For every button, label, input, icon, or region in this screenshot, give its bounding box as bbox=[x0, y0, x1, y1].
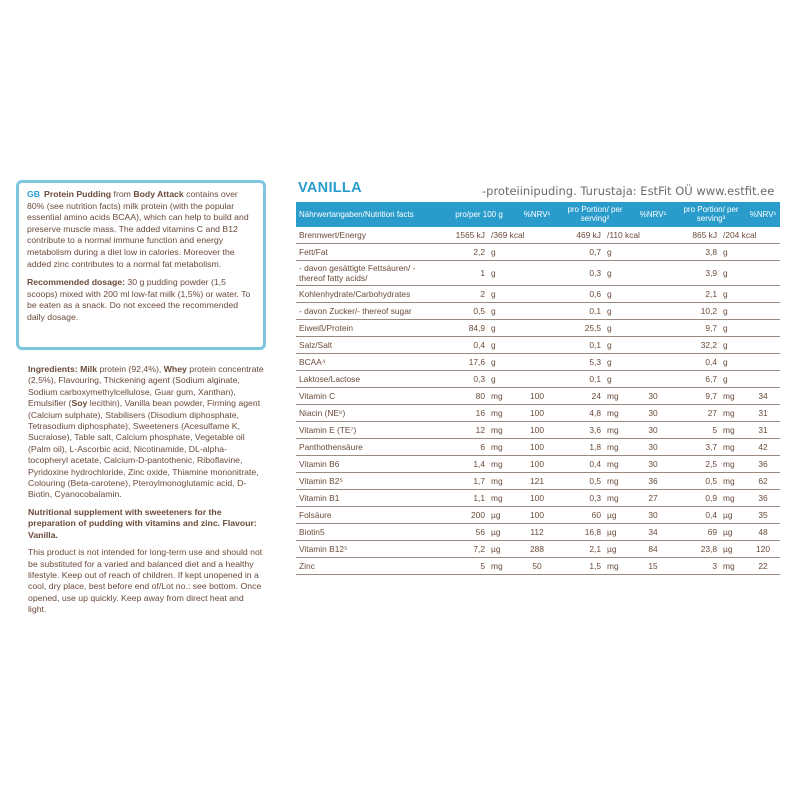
nrv-serving-2 bbox=[746, 244, 780, 261]
row-label: Vitamin B6 bbox=[296, 456, 444, 473]
value-per-100g: 12 bbox=[444, 422, 488, 439]
nrv-serving-1 bbox=[630, 354, 676, 371]
row-label: Fett/Fat bbox=[296, 244, 444, 261]
table-row bbox=[296, 507, 780, 524]
nrv-per-100g: 100 bbox=[514, 507, 560, 524]
table-row bbox=[296, 558, 780, 575]
table-row bbox=[296, 303, 780, 320]
value-serving-1: 0,1 bbox=[560, 337, 604, 354]
value-per-100g: 5 bbox=[444, 558, 488, 575]
value-per-100g: 1,1 bbox=[444, 490, 488, 507]
unit-serving-2: mg bbox=[720, 558, 746, 575]
value-per-100g: 1,7 bbox=[444, 473, 488, 490]
nrv-serving-2: 31 bbox=[746, 405, 780, 422]
value-serving-1: 25,5 bbox=[560, 320, 604, 337]
value-serving-1: 0,3 bbox=[560, 490, 604, 507]
value-per-100g: 1565 kJ bbox=[444, 227, 488, 244]
row-label: Vitamin B2⁵ bbox=[296, 473, 444, 490]
nrv-per-100g: 50 bbox=[514, 558, 560, 575]
row-label: - davon gesättigte Fettsäuren/ - thereof fatty acids/ bbox=[296, 261, 444, 286]
unit-serving-2: µg bbox=[720, 507, 746, 524]
unit-serving-2: g bbox=[720, 320, 746, 337]
unit-serving-1: g bbox=[604, 320, 630, 337]
value-serving-1: 5,3 bbox=[560, 354, 604, 371]
nrv-serving-2 bbox=[746, 303, 780, 320]
nrv-serving-2: 34 bbox=[746, 388, 780, 405]
value-serving-2: 0,4 bbox=[676, 507, 720, 524]
row-label: Vitamin B1 bbox=[296, 490, 444, 507]
unit-serving-1: g bbox=[604, 286, 630, 303]
value-serving-1: 0,7 bbox=[560, 244, 604, 261]
nrv-serving-2: 36 bbox=[746, 456, 780, 473]
unit-serving-1: µg bbox=[604, 524, 630, 541]
value-per-100g: 56 bbox=[444, 524, 488, 541]
value-serving-2: 27 bbox=[676, 405, 720, 422]
unit-per-100g: g bbox=[488, 337, 514, 354]
table-row bbox=[296, 456, 780, 473]
unit-per-100g: µg bbox=[488, 507, 514, 524]
row-label: - davon Zucker/- thereof sugar bbox=[296, 303, 444, 320]
nrv-per-100g bbox=[514, 286, 560, 303]
value-per-100g: 0,4 bbox=[444, 337, 488, 354]
nrv-serving-1 bbox=[630, 244, 676, 261]
nrv-serving-1 bbox=[630, 286, 676, 303]
row-label: Laktose/Lactose bbox=[296, 371, 444, 388]
table-row bbox=[296, 405, 780, 422]
nrv-serving-2 bbox=[746, 337, 780, 354]
nrv-serving-1: 30 bbox=[630, 507, 676, 524]
dosage-label: Recommended dosage: bbox=[27, 277, 125, 288]
value-serving-2: 865 kJ bbox=[676, 227, 720, 244]
nrv-serving-1: 34 bbox=[630, 524, 676, 541]
nrv-per-100g bbox=[514, 320, 560, 337]
row-label: Folsäure bbox=[296, 507, 444, 524]
unit-per-100g: g bbox=[488, 354, 514, 371]
row-label: Eiweiß/Protein bbox=[296, 320, 444, 337]
unit-serving-1: g bbox=[604, 354, 630, 371]
unit-serving-2: /204 kcal bbox=[720, 227, 746, 244]
value-serving-2: 0,9 bbox=[676, 490, 720, 507]
row-label: BCAA⁴ bbox=[296, 354, 444, 371]
unit-per-100g: µg bbox=[488, 541, 514, 558]
value-serving-2: 3,9 bbox=[676, 261, 720, 286]
nrv-serving-2 bbox=[746, 320, 780, 337]
nrv-per-100g: 100 bbox=[514, 439, 560, 456]
value-serving-1: 0,6 bbox=[560, 286, 604, 303]
table-row bbox=[296, 541, 780, 558]
table-row bbox=[296, 227, 780, 244]
header-nrv-2: %NRV¹ bbox=[630, 202, 676, 227]
nrv-per-100g: 112 bbox=[514, 524, 560, 541]
value-per-100g: 16 bbox=[444, 405, 488, 422]
unit-serving-2: mg bbox=[720, 422, 746, 439]
product-intro bbox=[27, 189, 255, 270]
table-row bbox=[296, 337, 780, 354]
table-row bbox=[296, 261, 780, 286]
nrv-serving-2: 48 bbox=[746, 524, 780, 541]
unit-serving-1: mg bbox=[604, 388, 630, 405]
value-per-100g: 6 bbox=[444, 439, 488, 456]
unit-per-100g: mg bbox=[488, 388, 514, 405]
table-row bbox=[296, 524, 780, 541]
ingredients-text-3: lecithin), Vanilla bean powder, Firming agent (Calcium sulphate), Stabilisers (Disodium diphosphate, Tetrasodium diphosphate), Sweeteners (Acesulfame K, Sucralose), Table salt, Calcium phosphate, Vegetable oil (Palm oil), L-Ascorbic acid, Nicotinamide, DL-alpha-tocopheryl acetate, Calcium-D-pantothenic, Riboflavine, Pyridoxine hydrochloride, Zinc oxide, Thiamine mononitrate, Colouring (Beta-carotene), Pteroylmonoglutamic acid, D-Biotin, Cyanocobalamin. bbox=[28, 398, 261, 500]
header-nutrition-facts: Nährwertangaben/Nutrition facts bbox=[296, 202, 444, 227]
nrv-per-100g: 288 bbox=[514, 541, 560, 558]
table-row bbox=[296, 244, 780, 261]
table-row bbox=[296, 422, 780, 439]
unit-serving-2: mg bbox=[720, 388, 746, 405]
nrv-serving-1 bbox=[630, 261, 676, 286]
unit-per-100g: mg bbox=[488, 473, 514, 490]
unit-serving-2: g bbox=[720, 261, 746, 286]
unit-serving-1: mg bbox=[604, 456, 630, 473]
unit-serving-1: µg bbox=[604, 507, 630, 524]
value-serving-2: 3,7 bbox=[676, 439, 720, 456]
unit-serving-2: mg bbox=[720, 456, 746, 473]
value-serving-1: 1,5 bbox=[560, 558, 604, 575]
unit-serving-1: g bbox=[604, 371, 630, 388]
value-per-100g: 0,5 bbox=[444, 303, 488, 320]
nrv-per-100g bbox=[514, 244, 560, 261]
value-serving-1: 469 kJ bbox=[560, 227, 604, 244]
nrv-serving-2: 42 bbox=[746, 439, 780, 456]
nrv-serving-2: 36 bbox=[746, 490, 780, 507]
value-serving-1: 3,6 bbox=[560, 422, 604, 439]
row-label: Zinc bbox=[296, 558, 444, 575]
row-label: Biotin5 bbox=[296, 524, 444, 541]
language-code: GB bbox=[27, 189, 41, 199]
value-serving-2: 23,8 bbox=[676, 541, 720, 558]
nrv-serving-1 bbox=[630, 320, 676, 337]
nrv-serving-1: 84 bbox=[630, 541, 676, 558]
brand-name: Body Attack bbox=[133, 189, 184, 199]
value-serving-1: 24 bbox=[560, 388, 604, 405]
ingredient-milk: Milk bbox=[80, 364, 98, 374]
unit-serving-2: mg bbox=[720, 490, 746, 507]
unit-serving-1: mg bbox=[604, 490, 630, 507]
row-label: Panthothensäure bbox=[296, 439, 444, 456]
row-label: Vitamin B12⁵ bbox=[296, 541, 444, 558]
table-row bbox=[296, 354, 780, 371]
nrv-serving-1: 27 bbox=[630, 490, 676, 507]
table-row bbox=[296, 320, 780, 337]
nrv-serving-2 bbox=[746, 371, 780, 388]
nrv-per-100g bbox=[514, 337, 560, 354]
value-per-100g: 200 bbox=[444, 507, 488, 524]
value-serving-2: 5 bbox=[676, 422, 720, 439]
unit-serving-2: g bbox=[720, 303, 746, 320]
nrv-serving-1 bbox=[630, 371, 676, 388]
value-serving-2: 3,8 bbox=[676, 244, 720, 261]
header-per-100g: pro/per 100 g bbox=[444, 202, 514, 227]
product-name: Protein Pudding bbox=[44, 189, 112, 199]
row-label: Brennwert/Energy bbox=[296, 227, 444, 244]
table-row bbox=[296, 388, 780, 405]
value-serving-1: 16,8 bbox=[560, 524, 604, 541]
value-serving-2: 69 bbox=[676, 524, 720, 541]
unit-per-100g: g bbox=[488, 320, 514, 337]
dosage-text: 30 g pudding powder (1,5 scoops) mixed with 200 ml low-fat milk (1,5%) or water. To be eaten as a snack. Do not exceed the recommended daily dosage. bbox=[27, 277, 251, 322]
ingredient-soy: Soy bbox=[71, 398, 88, 409]
unit-per-100g: /369 kcal bbox=[488, 227, 514, 244]
unit-serving-2: µg bbox=[720, 541, 746, 558]
header-per-serving-milk: pro Portion/ per serving² bbox=[560, 202, 630, 227]
table-row bbox=[296, 473, 780, 490]
unit-per-100g: mg bbox=[488, 558, 514, 575]
flavour-title: VANILLA bbox=[298, 180, 362, 196]
header-nrv-3: %NRV¹ bbox=[746, 202, 780, 227]
value-per-100g: 80 bbox=[444, 388, 488, 405]
ingredients-paragraph bbox=[28, 364, 264, 501]
value-serving-2: 10,2 bbox=[676, 303, 720, 320]
nrv-per-100g bbox=[514, 303, 560, 320]
intro-text: contains over 80% (see nutrition facts) milk protein (with the popular essential amino acids BCAA), which can help to build and preserve muscle mass. The added vitamins C and B12 contribute to a normal immune function and energy metabolism during a diet low in calories. Moreover the added zinc contributes to a normal fat metabolism. bbox=[27, 189, 249, 269]
value-per-100g: 1 bbox=[444, 261, 488, 286]
value-serving-2: 0,4 bbox=[676, 354, 720, 371]
unit-per-100g: mg bbox=[488, 422, 514, 439]
unit-serving-1: mg bbox=[604, 439, 630, 456]
value-per-100g: 84,9 bbox=[444, 320, 488, 337]
nrv-per-100g: 100 bbox=[514, 490, 560, 507]
row-label: Vitamin C bbox=[296, 388, 444, 405]
unit-serving-2: mg bbox=[720, 439, 746, 456]
warning-text: This product is not intended for long-term use and should not be substituted for a varied and balanced diet and a healthy lifestyle. Keep out of reach of children. If kept unopened in a cool, dry place, best before end of/Lot no.: see bottom. Once opened, use up quickly. Keep away from direct heat and light. bbox=[28, 547, 263, 615]
unit-serving-2: mg bbox=[720, 473, 746, 490]
nrv-serving-2 bbox=[746, 286, 780, 303]
value-serving-2: 32,2 bbox=[676, 337, 720, 354]
nrv-serving-1: 36 bbox=[630, 473, 676, 490]
unit-per-100g: g bbox=[488, 244, 514, 261]
nrv-per-100g: 100 bbox=[514, 388, 560, 405]
unit-serving-1: g bbox=[604, 303, 630, 320]
value-serving-2: 0,5 bbox=[676, 473, 720, 490]
nrv-per-100g: 121 bbox=[514, 473, 560, 490]
unit-serving-2: g bbox=[720, 337, 746, 354]
nrv-per-100g: 100 bbox=[514, 405, 560, 422]
unit-serving-1: mg bbox=[604, 473, 630, 490]
unit-per-100g: mg bbox=[488, 439, 514, 456]
unit-serving-2: µg bbox=[720, 524, 746, 541]
unit-per-100g: µg bbox=[488, 524, 514, 541]
nrv-serving-1: 30 bbox=[630, 422, 676, 439]
unit-serving-1: g bbox=[604, 244, 630, 261]
unit-per-100g: mg bbox=[488, 456, 514, 473]
value-serving-1: 0,3 bbox=[560, 261, 604, 286]
row-label: Vitamin E (TE⁷) bbox=[296, 422, 444, 439]
unit-serving-1: mg bbox=[604, 405, 630, 422]
table-body bbox=[296, 227, 780, 575]
dosage-paragraph bbox=[27, 277, 255, 323]
row-label: Kohlenhydrate/Carbohydrates bbox=[296, 286, 444, 303]
unit-serving-1: g bbox=[604, 261, 630, 286]
intro-connector: from bbox=[111, 189, 134, 199]
table-row bbox=[296, 371, 780, 388]
nrv-per-100g: 100 bbox=[514, 422, 560, 439]
ingredients-text-2: protein concentrate (2,5%), Flavouring, Thickening agent (Sodium alginate, Sodium carboxymethylcellulose, Guar gum, Xanthan), Emulsifier ( bbox=[28, 364, 264, 409]
unit-serving-1: /110 kcal bbox=[604, 227, 630, 244]
nrv-serving-2 bbox=[746, 261, 780, 286]
ingredient-whey: Whey bbox=[163, 364, 187, 374]
value-per-100g: 1,4 bbox=[444, 456, 488, 473]
value-serving-2: 6,7 bbox=[676, 371, 720, 388]
value-serving-1: 2,1 bbox=[560, 541, 604, 558]
value-per-100g: 0,3 bbox=[444, 371, 488, 388]
value-serving-1: 1,8 bbox=[560, 439, 604, 456]
supplement-note-text: Nutritional supplement with sweeteners for the preparation of pudding with vitamins and zinc. Flavour: Vanilla. bbox=[28, 506, 257, 540]
header-per-serving-water: pro Portion/ per serving³ bbox=[676, 202, 746, 227]
unit-serving-2: g bbox=[720, 286, 746, 303]
ingredients-label: Ingredients: bbox=[28, 364, 78, 374]
nrv-serving-2: 120 bbox=[746, 541, 780, 558]
nrv-per-100g bbox=[514, 261, 560, 286]
product-description-box bbox=[16, 180, 266, 350]
nrv-per-100g: 100 bbox=[514, 456, 560, 473]
nrv-per-100g bbox=[514, 354, 560, 371]
unit-serving-1: g bbox=[604, 337, 630, 354]
unit-per-100g: g bbox=[488, 303, 514, 320]
value-serving-2: 3 bbox=[676, 558, 720, 575]
row-label: Niacin (NE⁶) bbox=[296, 405, 444, 422]
nutrition-table bbox=[296, 202, 780, 575]
unit-serving-1: µg bbox=[604, 541, 630, 558]
value-serving-1: 0,4 bbox=[560, 456, 604, 473]
value-serving-2: 2,5 bbox=[676, 456, 720, 473]
unit-serving-2: mg bbox=[720, 405, 746, 422]
row-label: Salz/Salt bbox=[296, 337, 444, 354]
unit-per-100g: mg bbox=[488, 490, 514, 507]
nrv-serving-1 bbox=[630, 303, 676, 320]
ingredients-column bbox=[28, 364, 264, 622]
unit-serving-2: g bbox=[720, 244, 746, 261]
unit-per-100g: mg bbox=[488, 405, 514, 422]
header-nrv-1: %NRV¹ bbox=[514, 202, 560, 227]
table-row bbox=[296, 439, 780, 456]
nrv-per-100g bbox=[514, 371, 560, 388]
value-serving-2: 9,7 bbox=[676, 388, 720, 405]
value-serving-1: 60 bbox=[560, 507, 604, 524]
nrv-serving-2: 35 bbox=[746, 507, 780, 524]
unit-serving-1: mg bbox=[604, 422, 630, 439]
table-header-row bbox=[296, 202, 780, 227]
value-serving-1: 4,8 bbox=[560, 405, 604, 422]
unit-serving-2: g bbox=[720, 354, 746, 371]
value-per-100g: 7,2 bbox=[444, 541, 488, 558]
value-serving-2: 2,1 bbox=[676, 286, 720, 303]
unit-serving-2: g bbox=[720, 371, 746, 388]
table-row bbox=[296, 490, 780, 507]
supplement-note bbox=[28, 507, 264, 541]
value-serving-1: 0,5 bbox=[560, 473, 604, 490]
distributor-note: -proteiinipuding. Turustaja: EstFit OÜ www.estfit.ee bbox=[482, 184, 775, 198]
value-serving-1: 0,1 bbox=[560, 371, 604, 388]
value-serving-1: 0,1 bbox=[560, 303, 604, 320]
nrv-serving-2: 31 bbox=[746, 422, 780, 439]
value-per-100g: 2 bbox=[444, 286, 488, 303]
ingredients-text-1: protein (92,4%), bbox=[97, 364, 164, 374]
value-per-100g: 17,6 bbox=[444, 354, 488, 371]
unit-serving-1: mg bbox=[604, 558, 630, 575]
nrv-serving-1: 30 bbox=[630, 439, 676, 456]
unit-per-100g: g bbox=[488, 261, 514, 286]
nrv-serving-1: 15 bbox=[630, 558, 676, 575]
table-row bbox=[296, 286, 780, 303]
unit-per-100g: g bbox=[488, 371, 514, 388]
nrv-serving-1: 30 bbox=[630, 388, 676, 405]
nrv-serving-1 bbox=[630, 337, 676, 354]
value-per-100g: 2,2 bbox=[444, 244, 488, 261]
nrv-serving-2 bbox=[746, 354, 780, 371]
nrv-serving-1: 30 bbox=[630, 405, 676, 422]
nrv-serving-1: 30 bbox=[630, 456, 676, 473]
unit-per-100g: g bbox=[488, 286, 514, 303]
nrv-serving-2: 22 bbox=[746, 558, 780, 575]
nrv-serving-2: 62 bbox=[746, 473, 780, 490]
value-serving-2: 9,7 bbox=[676, 320, 720, 337]
